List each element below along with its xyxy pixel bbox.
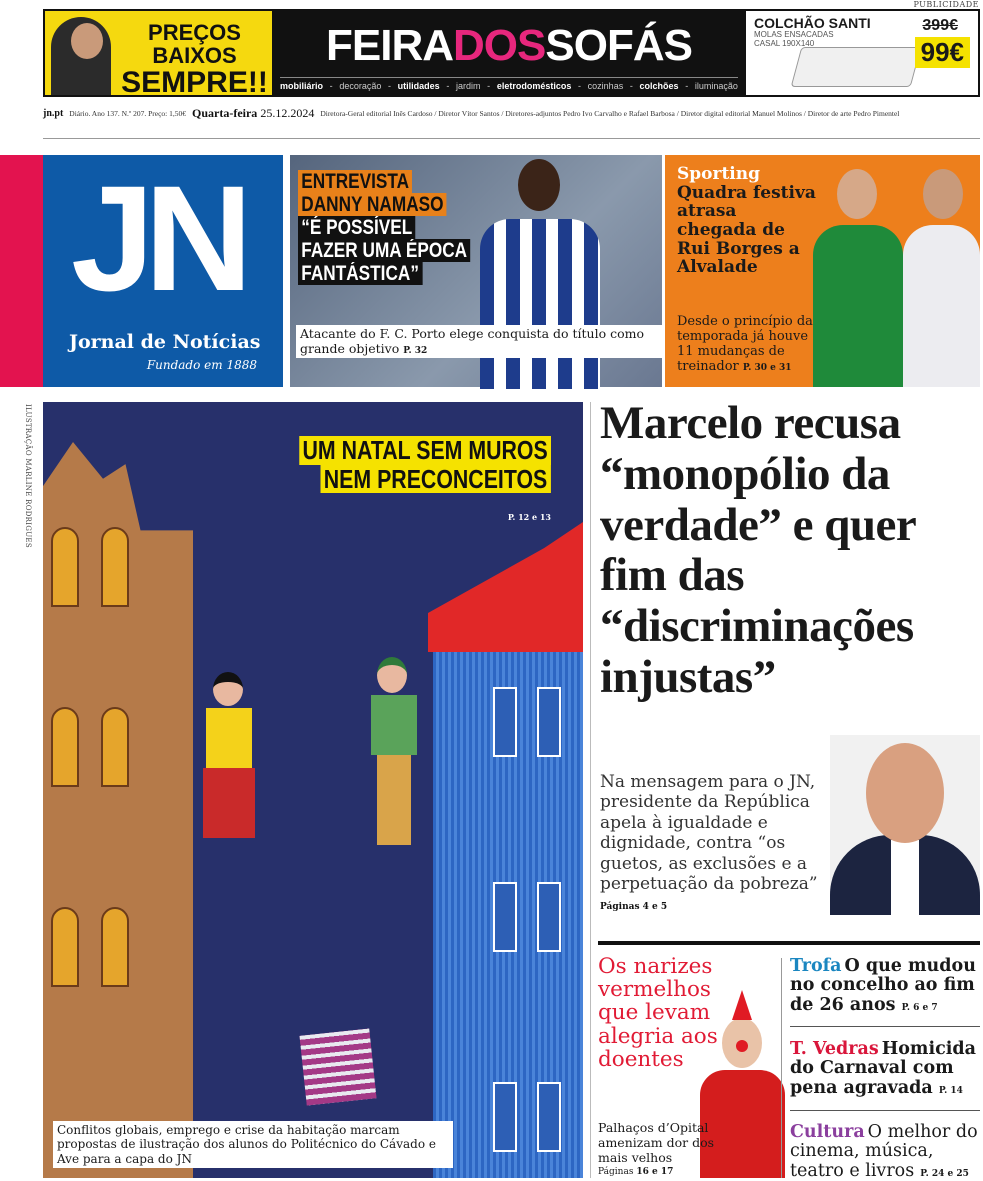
masthead-line — [43, 106, 980, 121]
newspaper-name: Jornal de Notícias — [69, 331, 261, 353]
founded-year: Fundado em 1888 — [146, 358, 257, 372]
ad-banner[interactable] — [43, 9, 980, 100]
sporting-summary: Desde o princípio da temporada já houve 11 mudanças de treinador P. 30 e 31 — [677, 314, 813, 374]
ad-slogan-line1: PREÇOS BAIXOS — [148, 20, 241, 69]
ad-product-desc: MOLAS ENSACADAS CASAL 190X140 — [754, 30, 834, 48]
hanging-blanket — [300, 1029, 377, 1106]
decorative-strip — [0, 155, 43, 387]
interview-teaser[interactable] — [290, 155, 662, 387]
main-story-summary: Na mensagem para o JN, presidente da República apela à igualdade e dignidade, contra “os guetos, as exclusões e a perpetuação da pobreza” Páginas 4 e 5 — [600, 772, 818, 913]
illustration-credit: ILUSTRAÇÃO MARLINE RODRIGUES — [24, 404, 32, 548]
brief-tvedras[interactable]: T. Vedras Homicida do Carnaval com pena agravada P. 14 — [790, 1039, 976, 1098]
mattress-image — [791, 47, 922, 87]
clowns-headline[interactable]: Os narizes vermelhos que levam alegria aos doentes — [598, 954, 718, 1072]
red-roof — [428, 522, 583, 652]
brief-trofa[interactable]: Trofa O que mudou no concelho ao fim de 26 anos P. 6 e 7 — [790, 956, 976, 1015]
ad-product-name: COLCHÃO SANTI — [754, 15, 871, 31]
jn-logo: JN — [71, 154, 243, 322]
column-divider — [781, 958, 782, 1178]
ad-categories: mobiliário - decoração - utilidades - jardim - eletrodomésticos - cozinhas - colchões - iluminação — [280, 77, 738, 91]
cover-illustration[interactable] — [43, 402, 583, 1178]
brief-cultura[interactable]: Cultura O melhor do cinema, música, teatro e livros P. 24 e 25 — [790, 1122, 978, 1181]
ad-product-panel — [746, 11, 978, 95]
ad-brand-panel — [272, 11, 746, 95]
divider — [790, 1110, 980, 1111]
ad-new-price: 99€ — [915, 37, 970, 68]
section-divider — [598, 941, 980, 945]
sporting-teaser[interactable] — [665, 155, 980, 387]
ad-slogan — [117, 21, 272, 99]
ad-slogan-line2: SEMPRE!! — [121, 66, 268, 100]
issue-date: Quarta-feira 25.12.2024 — [192, 106, 315, 120]
boy-figure — [363, 657, 423, 857]
column-divider — [590, 402, 591, 1178]
main-headline[interactable]: Marcelo recusa “monopólio da verdade” e quer fim das “discriminações injustas” — [600, 397, 916, 703]
jn-logo-block[interactable] — [43, 155, 283, 387]
staff-credits: Diretora-Geral editorial Inês Cardoso / Diretor Vítor Santos / Diretores-adjuntos Pedro Ivo Carvalho e Rafael Barbosa / Diretor digital editorial Manuel Molinos / Diretor de arte Pedro Pimentel — [320, 109, 900, 118]
divider — [790, 1026, 980, 1027]
edition-info: Diário. Ano 137. N.º 207. Preço: 1,50€ — [69, 109, 186, 118]
assistant-photo — [903, 169, 980, 387]
clowns-page-ref: Páginas 16 e 17 — [598, 1167, 674, 1177]
advertising-label: PUBLICIDADE — [913, 0, 979, 9]
clowns-summary: Palhaços d’Opital amenizam dor dos mais velhos — [598, 1120, 715, 1165]
ad-person-image — [51, 17, 111, 95]
illustration-page-ref: P. 12 e 13 — [507, 512, 551, 522]
site-url[interactable]: jn.pt — [43, 108, 64, 119]
ad-slogan-panel — [45, 11, 272, 100]
interview-headline: ENTREVISTA DANNY NAMASO “É POSSÍVEL FAZER UMA ÉPOCA FANTÁSTICA” — [298, 170, 508, 285]
illustration-caption: Conflitos globais, emprego e crise da habitação marcam propostas de ilustração dos alunos do Politécnico do Cávado e Ave para a capa do JN — [53, 1121, 453, 1168]
illustration-headline: UM NATAL SEM MUROS NEM PRECONCEITOS — [244, 436, 551, 493]
interview-summary: Atacante do F. C. Porto elege conquista do título como grande objetivo P. 32 — [296, 325, 662, 358]
ad-old-price: 399€ — [922, 17, 958, 34]
divider — [43, 138, 980, 139]
ad-brand-logo: FEIRADOSSOFÁS — [326, 21, 692, 70]
coach-photo — [813, 169, 903, 387]
girl-figure — [198, 672, 258, 852]
sporting-headline: Sporting Quadra festiva atrasa chegada de Rui Borges a Alvalade — [677, 164, 816, 278]
president-photo — [830, 735, 980, 915]
